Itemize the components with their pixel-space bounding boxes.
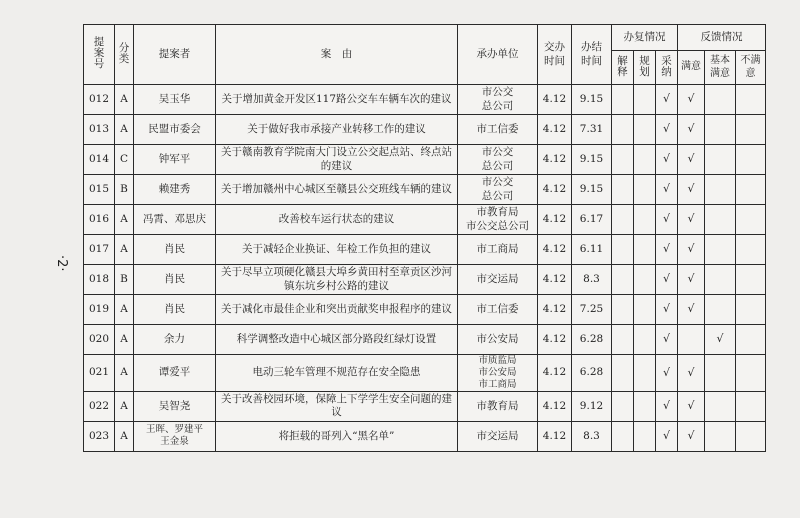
cell-reply-adopt	[656, 145, 678, 175]
cell-feedback-basic	[705, 421, 736, 451]
cell-reply-plan	[634, 145, 656, 175]
cell-reason: 关于改善校园环境，保障上下学学生安全问题的建议	[216, 391, 458, 421]
header-reason: 案 由	[216, 25, 458, 85]
cell-assign-time: 4.12	[538, 265, 572, 295]
cell-id: 022	[84, 391, 115, 421]
cell-unit: 市交运局	[458, 265, 538, 295]
table-row	[84, 325, 766, 355]
check-mark: √	[663, 429, 671, 443]
cell-feedback-satisfied	[678, 235, 705, 265]
cell-category: A	[115, 391, 134, 421]
cell-unit: 市公安局	[458, 325, 538, 355]
cell-feedback-unsatisfied	[736, 421, 766, 451]
cell-finish-time: 6.28	[572, 355, 612, 392]
cell-assign-time: 4.12	[538, 421, 572, 451]
cell-finish-time: 9.12	[572, 391, 612, 421]
cell-reply-adopt	[656, 355, 678, 392]
cell-category: A	[115, 205, 134, 235]
table-row	[84, 205, 766, 235]
check-mark: √	[687, 152, 695, 166]
header-feedback-satisfied: 满意	[678, 51, 705, 85]
cell-reply-plan	[634, 295, 656, 325]
cell-feedback-basic	[705, 325, 736, 355]
table-row	[84, 235, 766, 265]
cell-finish-time: 9.15	[572, 145, 612, 175]
cell-proposer: 余力	[134, 325, 216, 355]
cell-unit: 市工信委	[458, 295, 538, 325]
header-feedback-group: 反馈情况	[678, 25, 766, 51]
cell-assign-time: 4.12	[538, 325, 572, 355]
cell-feedback-satisfied	[678, 355, 705, 392]
cell-feedback-unsatisfied	[736, 325, 766, 355]
cell-reply-plan	[634, 115, 656, 145]
table-row	[84, 295, 766, 325]
proposal-table	[83, 24, 766, 452]
cell-id: 023	[84, 421, 115, 451]
cell-proposer: 谭爱平	[134, 355, 216, 392]
cell-finish-time: 8.3	[572, 421, 612, 451]
cell-proposer: 冯霄、邓思庆	[134, 205, 216, 235]
cell-feedback-unsatisfied	[736, 295, 766, 325]
header-feedback-basic: 基本满意	[705, 51, 736, 85]
cell-finish-time: 7.25	[572, 295, 612, 325]
header-id: 提案号	[84, 25, 115, 85]
cell-unit: 市交运局	[458, 421, 538, 451]
header-reply-explain: 解释	[612, 51, 634, 85]
cell-finish-time: 8.3	[572, 265, 612, 295]
cell-id: 019	[84, 295, 115, 325]
cell-reply-explain	[612, 85, 634, 115]
cell-feedback-satisfied	[678, 295, 705, 325]
cell-feedback-satisfied	[678, 325, 705, 355]
cell-category: A	[115, 421, 134, 451]
cell-feedback-basic	[705, 295, 736, 325]
cell-proposer: 赖建秀	[134, 175, 216, 205]
table-row	[84, 391, 766, 421]
cell-proposer: 吴玉华	[134, 85, 216, 115]
cell-reason: 关于增加黄金开发区117路公交车车辆车次的建议	[216, 85, 458, 115]
cell-reply-adopt	[656, 115, 678, 145]
cell-reason: 关于减轻企业换证、年检工作负担的建议	[216, 235, 458, 265]
check-mark: √	[663, 122, 671, 136]
cell-reply-explain	[612, 355, 634, 392]
check-mark: √	[663, 152, 671, 166]
cell-unit: 市公交 总公司	[458, 175, 538, 205]
cell-feedback-basic	[705, 175, 736, 205]
cell-feedback-unsatisfied	[736, 175, 766, 205]
cell-assign-time: 4.12	[538, 295, 572, 325]
check-mark: √	[716, 332, 724, 346]
header-reply-group: 办复情况	[612, 25, 678, 51]
cell-reply-plan	[634, 355, 656, 392]
cell-id: 020	[84, 325, 115, 355]
cell-id: 017	[84, 235, 115, 265]
cell-reply-adopt	[656, 175, 678, 205]
cell-reply-plan	[634, 205, 656, 235]
cell-category: C	[115, 145, 134, 175]
cell-feedback-unsatisfied	[736, 205, 766, 235]
check-mark: √	[663, 332, 671, 346]
check-mark: √	[663, 302, 671, 316]
cell-unit: 市教育局 市公交总公司	[458, 205, 538, 235]
cell-feedback-unsatisfied	[736, 391, 766, 421]
cell-category: A	[115, 235, 134, 265]
table-row	[84, 175, 766, 205]
cell-feedback-basic	[705, 145, 736, 175]
cell-id: 012	[84, 85, 115, 115]
cell-feedback-satisfied	[678, 115, 705, 145]
cell-feedback-satisfied	[678, 205, 705, 235]
cell-id: 014	[84, 145, 115, 175]
cell-reply-plan	[634, 421, 656, 451]
cell-feedback-satisfied	[678, 145, 705, 175]
cell-reply-explain	[612, 265, 634, 295]
cell-proposer: 肖民	[134, 235, 216, 265]
cell-feedback-unsatisfied	[736, 145, 766, 175]
cell-assign-time: 4.12	[538, 145, 572, 175]
cell-id: 018	[84, 265, 115, 295]
cell-reply-plan	[634, 235, 656, 265]
header-finish-time: 办结时间	[572, 25, 612, 85]
check-mark: √	[663, 182, 671, 196]
cell-reply-explain	[612, 325, 634, 355]
table-row	[84, 145, 766, 175]
header-assign-time: 交办时间	[538, 25, 572, 85]
cell-feedback-basic	[705, 115, 736, 145]
check-mark: √	[687, 429, 695, 443]
cell-reply-explain	[612, 295, 634, 325]
cell-reply-explain	[612, 175, 634, 205]
cell-proposer: 王晖、罗建平 王金泉	[134, 421, 216, 451]
cell-reason: 关于减化市最佳企业和突出贡献奖申报程序的建议	[216, 295, 458, 325]
cell-unit: 市公交 总公司	[458, 145, 538, 175]
table-row	[84, 115, 766, 145]
cell-finish-time: 7.31	[572, 115, 612, 145]
page-number: ·2·	[54, 255, 69, 272]
check-mark: √	[663, 272, 671, 286]
cell-reason: 关于做好我市承接产业转移工作的建议	[216, 115, 458, 145]
cell-feedback-basic	[705, 85, 736, 115]
cell-unit: 市工商局	[458, 235, 538, 265]
cell-unit: 市质监局 市公安局 市工商局	[458, 355, 538, 392]
cell-assign-time: 4.12	[538, 391, 572, 421]
cell-finish-time: 9.15	[572, 85, 612, 115]
cell-feedback-basic	[705, 205, 736, 235]
check-mark: √	[687, 272, 695, 286]
cell-reason: 科学调整改造中心城区部分路段红绿灯设置	[216, 325, 458, 355]
cell-id: 015	[84, 175, 115, 205]
cell-reply-plan	[634, 325, 656, 355]
table-row	[84, 421, 766, 451]
cell-category: B	[115, 175, 134, 205]
check-mark: √	[663, 92, 671, 106]
cell-id: 021	[84, 355, 115, 392]
cell-unit: 市教育局	[458, 391, 538, 421]
cell-category: A	[115, 115, 134, 145]
cell-reason: 改善校车运行状态的建议	[216, 205, 458, 235]
cell-feedback-unsatisfied	[736, 85, 766, 115]
cell-finish-time: 9.15	[572, 175, 612, 205]
cell-reply-explain	[612, 391, 634, 421]
cell-category: A	[115, 85, 134, 115]
cell-reply-adopt	[656, 235, 678, 265]
cell-reply-adopt	[656, 295, 678, 325]
cell-reason: 电动三轮车管理不规范存在安全隐患	[216, 355, 458, 392]
cell-finish-time: 6.11	[572, 235, 612, 265]
check-mark: √	[687, 212, 695, 226]
check-mark: √	[687, 399, 695, 413]
cell-reason: 关于尽早立项硬化赣县大埠乡黄田村至章贡区沙河镇东坑乡村公路的建议	[216, 265, 458, 295]
cell-reason: 关于增加赣州中心城区至赣县公交班线车辆的建议	[216, 175, 458, 205]
cell-reply-plan	[634, 265, 656, 295]
cell-reply-explain	[612, 115, 634, 145]
table-row	[84, 355, 766, 392]
check-mark: √	[663, 365, 671, 379]
cell-id: 016	[84, 205, 115, 235]
cell-feedback-basic	[705, 265, 736, 295]
cell-proposer: 钟军平	[134, 145, 216, 175]
header-unit: 承办单位	[458, 25, 538, 85]
cell-reply-plan	[634, 391, 656, 421]
header-row-1	[84, 25, 766, 51]
cell-proposer: 吴智尧	[134, 391, 216, 421]
cell-assign-time: 4.12	[538, 235, 572, 265]
check-mark: √	[687, 92, 695, 106]
cell-unit: 市公交 总公司	[458, 85, 538, 115]
header-category: 分类	[115, 25, 134, 85]
header-feedback-unsatisfied: 不满意	[736, 51, 766, 85]
cell-reply-explain	[612, 205, 634, 235]
cell-assign-time: 4.12	[538, 355, 572, 392]
check-mark: √	[663, 399, 671, 413]
cell-proposer: 肖民	[134, 265, 216, 295]
header-reply-adopt: 采纳	[656, 51, 678, 85]
check-mark: √	[687, 182, 695, 196]
cell-reply-explain	[612, 145, 634, 175]
cell-feedback-satisfied	[678, 421, 705, 451]
cell-feedback-unsatisfied	[736, 265, 766, 295]
check-mark: √	[687, 242, 695, 256]
table-row	[84, 265, 766, 295]
cell-assign-time: 4.12	[538, 175, 572, 205]
proposal-rows	[84, 85, 766, 452]
cell-reply-adopt	[656, 325, 678, 355]
cell-category: A	[115, 295, 134, 325]
cell-feedback-satisfied	[678, 265, 705, 295]
cell-category: A	[115, 325, 134, 355]
cell-category: B	[115, 265, 134, 295]
cell-assign-time: 4.12	[538, 115, 572, 145]
cell-reply-plan	[634, 175, 656, 205]
check-mark: √	[663, 212, 671, 226]
cell-feedback-basic	[705, 355, 736, 392]
cell-reply-plan	[634, 85, 656, 115]
header-reply-plan: 规划	[634, 51, 656, 85]
cell-feedback-unsatisfied	[736, 235, 766, 265]
cell-id: 013	[84, 115, 115, 145]
check-mark: √	[687, 122, 695, 136]
check-mark: √	[687, 365, 695, 379]
cell-proposer: 民盟市委会	[134, 115, 216, 145]
cell-feedback-unsatisfied	[736, 115, 766, 145]
cell-finish-time: 6.17	[572, 205, 612, 235]
cell-proposer: 肖民	[134, 295, 216, 325]
cell-unit: 市工信委	[458, 115, 538, 145]
cell-feedback-basic	[705, 235, 736, 265]
cell-feedback-satisfied	[678, 391, 705, 421]
cell-category: A	[115, 355, 134, 392]
cell-reply-adopt	[656, 391, 678, 421]
cell-reply-adopt	[656, 265, 678, 295]
header-proposer: 提案者	[134, 25, 216, 85]
cell-assign-time: 4.12	[538, 205, 572, 235]
cell-feedback-basic	[705, 391, 736, 421]
check-mark: √	[663, 242, 671, 256]
cell-reply-explain	[612, 235, 634, 265]
cell-feedback-satisfied	[678, 175, 705, 205]
cell-reason: 关于赣南教育学院南大门设立公交起点站、终点站的建议	[216, 145, 458, 175]
cell-reply-adopt	[656, 421, 678, 451]
cell-reason: 将拒载的哥列入“黑名单”	[216, 421, 458, 451]
check-mark: √	[687, 302, 695, 316]
cell-feedback-unsatisfied	[736, 355, 766, 392]
cell-feedback-satisfied	[678, 85, 705, 115]
cell-reply-explain	[612, 421, 634, 451]
cell-assign-time: 4.12	[538, 85, 572, 115]
table-row	[84, 85, 766, 115]
cell-finish-time: 6.28	[572, 325, 612, 355]
cell-reply-adopt	[656, 85, 678, 115]
cell-reply-adopt	[656, 205, 678, 235]
